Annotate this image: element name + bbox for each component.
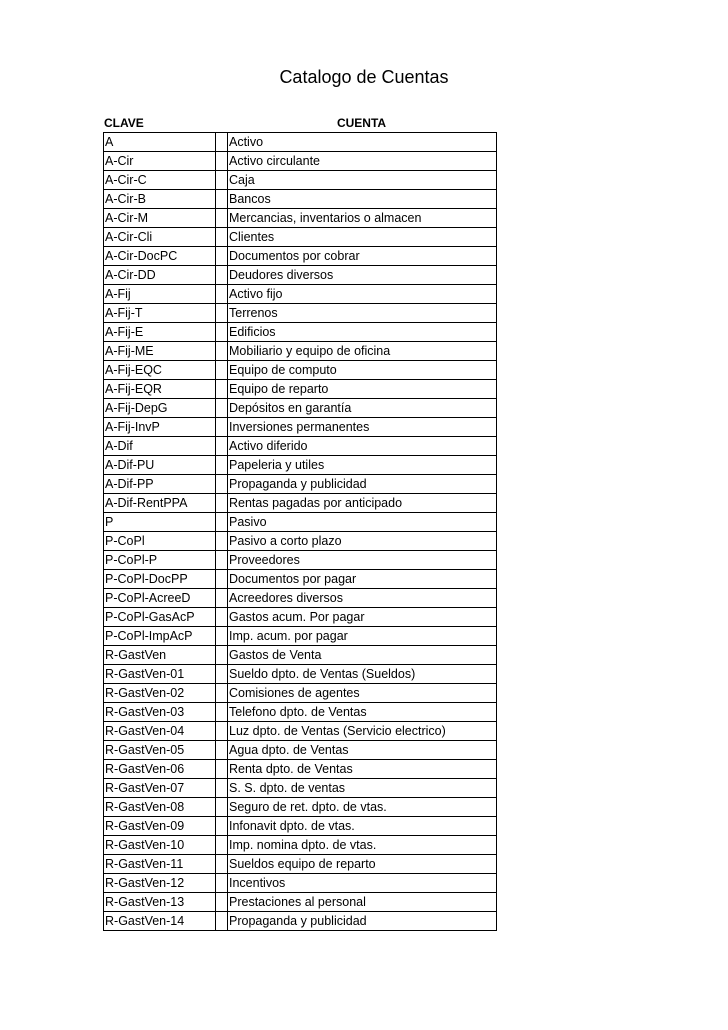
spacer-cell [216, 627, 228, 646]
cuenta-cell: Gastos acum. Por pagar [228, 608, 497, 627]
clave-cell: A-Dif [104, 437, 216, 456]
clave-cell: R-GastVen-10 [104, 836, 216, 855]
cuenta-cell: Clientes [228, 228, 497, 247]
clave-cell: P-CoPl-P [104, 551, 216, 570]
cuenta-cell: Equipo de computo [228, 361, 497, 380]
page-title: Catalogo de Cuentas [279, 67, 449, 87]
spacer-cell [216, 760, 228, 779]
table-row [104, 171, 497, 190]
clave-cell: A-Fij-E [104, 323, 216, 342]
cuenta-cell: Caja [228, 171, 497, 190]
cuenta-cell: Prestaciones al personal [228, 893, 497, 912]
spacer-cell [216, 304, 228, 323]
clave-cell: A-Fij-EQR [104, 380, 216, 399]
clave-cell: A-Cir-DocPC [104, 247, 216, 266]
table-row [104, 418, 497, 437]
cuenta-cell: Documentos por cobrar [228, 247, 497, 266]
spacer-cell [216, 456, 228, 475]
spacer-cell [216, 361, 228, 380]
table-row [104, 133, 497, 152]
table-row [104, 247, 497, 266]
cuenta-cell: Equipo de reparto [228, 380, 497, 399]
cuenta-cell: Activo [228, 133, 497, 152]
clave-cell: P [104, 513, 216, 532]
spacer-cell [216, 912, 228, 931]
table-row [104, 437, 497, 456]
cuenta-cell: Papeleria y utiles [228, 456, 497, 475]
table-row [104, 627, 497, 646]
table-row [104, 513, 497, 532]
clave-cell: A-Cir [104, 152, 216, 171]
clave-cell: R-GastVen-06 [104, 760, 216, 779]
spacer-cell [216, 532, 228, 551]
cuenta-cell: Imp. nomina dpto. de vtas. [228, 836, 497, 855]
spacer-cell [216, 418, 228, 437]
table-row [104, 304, 497, 323]
clave-cell: R-GastVen-11 [104, 855, 216, 874]
cuenta-cell: Documentos por pagar [228, 570, 497, 589]
spacer-cell [216, 741, 228, 760]
spacer-cell [216, 836, 228, 855]
clave-cell: P-CoPl-AcreeD [104, 589, 216, 608]
clave-cell: P-CoPl-DocPP [104, 570, 216, 589]
clave-cell: A-Dif-RentPPA [104, 494, 216, 513]
spacer-cell [216, 722, 228, 741]
clave-cell: R-GastVen-09 [104, 817, 216, 836]
spacer-cell [216, 798, 228, 817]
table-row [104, 855, 497, 874]
table-row [104, 152, 497, 171]
spacer-cell [216, 855, 228, 874]
spacer-cell [216, 684, 228, 703]
cuenta-cell: Depósitos en garantía [228, 399, 497, 418]
clave-cell: A-Cir-C [104, 171, 216, 190]
table-row [104, 475, 497, 494]
cuenta-cell: Edificios [228, 323, 497, 342]
spacer-cell [216, 285, 228, 304]
spacer-cell [216, 475, 228, 494]
cuenta-cell: Sueldo dpto. de Ventas (Sueldos) [228, 665, 497, 684]
clave-cell: A-Fij-EQC [104, 361, 216, 380]
clave-cell: R-GastVen-05 [104, 741, 216, 760]
accounts-table-body [104, 133, 497, 931]
table-row [104, 893, 497, 912]
cuenta-cell: Activo diferido [228, 437, 497, 456]
cuenta-cell: Sueldos equipo de reparto [228, 855, 497, 874]
header-clave: CLAVE [104, 116, 144, 130]
table-row [104, 456, 497, 475]
cuenta-cell: Mobiliario y equipo de oficina [228, 342, 497, 361]
spacer-cell [216, 589, 228, 608]
spacer-cell [216, 494, 228, 513]
table-row [104, 760, 497, 779]
table-row [104, 570, 497, 589]
table-row [104, 494, 497, 513]
clave-cell: R-GastVen-02 [104, 684, 216, 703]
clave-cell: R-GastVen-08 [104, 798, 216, 817]
table-row [104, 209, 497, 228]
cuenta-cell: Imp. acum. por pagar [228, 627, 497, 646]
accounts-sheet [103, 114, 497, 931]
clave-cell: R-GastVen-13 [104, 893, 216, 912]
clave-cell: P-CoPl-GasAcP [104, 608, 216, 627]
clave-cell: R-GastVen-01 [104, 665, 216, 684]
clave-cell: R-GastVen-04 [104, 722, 216, 741]
header-cuenta: CUENTA [336, 116, 387, 130]
clave-cell: R-GastVen [104, 646, 216, 665]
cuenta-cell: Proveedores [228, 551, 497, 570]
spacer-cell [216, 437, 228, 456]
table-row [104, 285, 497, 304]
table-row [104, 798, 497, 817]
cuenta-cell: Pasivo [228, 513, 497, 532]
clave-cell: A-Cir-Cli [104, 228, 216, 247]
cuenta-cell: Acreedores diversos [228, 589, 497, 608]
spacer-cell [216, 171, 228, 190]
clave-cell: P-CoPl [104, 532, 216, 551]
table-row [104, 836, 497, 855]
clave-cell: P-CoPl-ImpAcP [104, 627, 216, 646]
spacer-cell [216, 817, 228, 836]
cuenta-cell: Agua dpto. de Ventas [228, 741, 497, 760]
clave-cell: A-Dif-PP [104, 475, 216, 494]
spacer-cell [216, 247, 228, 266]
table-row [104, 741, 497, 760]
clave-cell: R-GastVen-03 [104, 703, 216, 722]
clave-cell: A-Dif-PU [104, 456, 216, 475]
table-row [104, 912, 497, 931]
spacer-cell [216, 551, 228, 570]
cuenta-cell: Rentas pagadas por anticipado [228, 494, 497, 513]
table-header [103, 114, 497, 132]
table-row [104, 665, 497, 684]
spacer-cell [216, 266, 228, 285]
table-row [104, 703, 497, 722]
table-row [104, 874, 497, 893]
table-row [104, 684, 497, 703]
spacer-cell [216, 608, 228, 627]
table-row [104, 399, 497, 418]
header-gap [215, 114, 227, 132]
cuenta-cell: Incentivos [228, 874, 497, 893]
cuenta-cell: Deudores diversos [228, 266, 497, 285]
clave-cell: A-Cir-B [104, 190, 216, 209]
cuenta-cell: Mercancias, inventarios o almacen [228, 209, 497, 228]
table-row [104, 266, 497, 285]
table-row [104, 190, 497, 209]
cuenta-cell: S. S. dpto. de ventas [228, 779, 497, 798]
spacer-cell [216, 152, 228, 171]
cuenta-cell: Comisiones de agentes [228, 684, 497, 703]
spacer-cell [216, 703, 228, 722]
spacer-cell [216, 342, 228, 361]
clave-cell: A-Fij-DepG [104, 399, 216, 418]
accounts-table [103, 132, 497, 931]
table-row [104, 380, 497, 399]
cuenta-cell: Telefono dpto. de Ventas [228, 703, 497, 722]
cuenta-cell: Propaganda y publicidad [228, 912, 497, 931]
table-row [104, 342, 497, 361]
spacer-cell [216, 513, 228, 532]
cuenta-cell: Activo circulante [228, 152, 497, 171]
cuenta-cell: Terrenos [228, 304, 497, 323]
cuenta-cell: Seguro de ret. dpto. de vtas. [228, 798, 497, 817]
clave-cell: A-Fij-InvP [104, 418, 216, 437]
clave-cell: A-Cir-M [104, 209, 216, 228]
cuenta-cell: Luz dpto. de Ventas (Servicio electrico) [228, 722, 497, 741]
table-row [104, 779, 497, 798]
clave-cell: A-Cir-DD [104, 266, 216, 285]
spacer-cell [216, 380, 228, 399]
table-row [104, 532, 497, 551]
table-row [104, 361, 497, 380]
clave-cell: A-Fij [104, 285, 216, 304]
spacer-cell [216, 665, 228, 684]
table-row [104, 323, 497, 342]
clave-cell: A-Fij-ME [104, 342, 216, 361]
spacer-cell [216, 779, 228, 798]
table-row [104, 589, 497, 608]
cuenta-cell: Activo fijo [228, 285, 497, 304]
table-row [104, 228, 497, 247]
cuenta-cell: Propaganda y publicidad [228, 475, 497, 494]
clave-cell: R-GastVen-07 [104, 779, 216, 798]
table-row [104, 646, 497, 665]
clave-cell: R-GastVen-14 [104, 912, 216, 931]
cuenta-cell: Infonavit dpto. de vtas. [228, 817, 497, 836]
cuenta-cell: Renta dpto. de Ventas [228, 760, 497, 779]
cuenta-cell: Gastos de Venta [228, 646, 497, 665]
spacer-cell [216, 190, 228, 209]
table-row [104, 817, 497, 836]
cuenta-cell: Inversiones permanentes [228, 418, 497, 437]
spacer-cell [216, 399, 228, 418]
spacer-cell [216, 646, 228, 665]
spacer-cell [216, 228, 228, 247]
spacer-cell [216, 893, 228, 912]
spacer-cell [216, 133, 228, 152]
spacer-cell [216, 874, 228, 893]
clave-cell: R-GastVen-12 [104, 874, 216, 893]
spacer-cell [216, 323, 228, 342]
table-row [104, 551, 497, 570]
table-row [104, 608, 497, 627]
cuenta-cell: Pasivo a corto plazo [228, 532, 497, 551]
spacer-cell [216, 209, 228, 228]
clave-cell: A [104, 133, 216, 152]
spacer-cell [216, 570, 228, 589]
clave-cell: A-Fij-T [104, 304, 216, 323]
cuenta-cell: Bancos [228, 190, 497, 209]
table-row [104, 722, 497, 741]
